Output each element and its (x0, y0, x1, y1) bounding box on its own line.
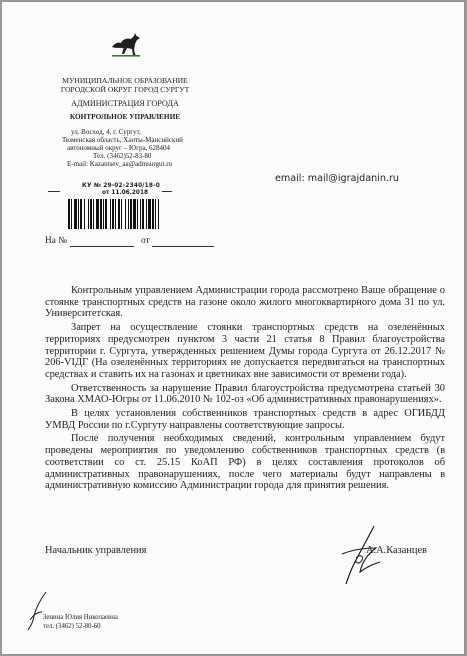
barcode-bar (112, 199, 114, 229)
registration-date: от 11.06.2018 (102, 190, 149, 196)
barcode-bar (84, 199, 85, 229)
body-paragraph: Запрет на осуществление стоянки транспортных средств на озеленённых территориях предусмотрен пунктом 3 части 21 статья 8 Правил благоустройства территории г. Сургута, утвержденных решением Думы города Сургута от 26.12.2017 № 206-VIДГ (На озеленённых территориях не допускается передвигаться на транспортных средствах и ставить их на газонах и цветниках вне зависимости от времени года). (45, 322, 445, 380)
registration-number: КУ № 29-02-2340/18-0 (82, 183, 160, 189)
barcode-bar (68, 199, 70, 229)
barcode-bar (140, 199, 141, 229)
barcode-bar (100, 199, 102, 229)
barcode-bar (152, 199, 154, 229)
barcode-bar (105, 199, 107, 229)
reg-tick-left (48, 191, 60, 192)
recipient-email: email: mail@igrajdanin.ru (275, 173, 400, 184)
barcode-bar (74, 199, 77, 229)
letter-page (2, 2, 464, 654)
signatory-name: А.А.Казанцев (366, 545, 427, 556)
reference-date-label: от (141, 236, 150, 246)
barcode-bar (110, 199, 111, 229)
reg-tick-right (162, 191, 172, 192)
org-line-2: ГОРОДСКОЙ ОКРУГ ГОРОД СУРГУТ (60, 85, 190, 94)
barcode-bar (158, 199, 159, 229)
reference-date-line (152, 246, 214, 247)
phone-line: Тел. (3462)52-83-80 (93, 152, 152, 161)
barcode-bar (130, 199, 132, 229)
reference-no-label: На № (45, 236, 68, 246)
handwritten-signature (338, 524, 394, 590)
barcode-bar (71, 199, 72, 229)
body-paragraph: Ответственность за нарушение Правил благоустройства предусмотрена статьей 30 Закона ХМАО-Югры от 11.06.2010 № 102-оз «Об административных правонарушениях». (45, 382, 445, 406)
barcode-bar (90, 199, 92, 229)
barcode-bar (142, 199, 144, 229)
department-title: КОНТРОЛЬНОЕ УПРАВЛЕНИЕ (69, 112, 181, 121)
barcode-bar (155, 199, 156, 229)
barcode-bar (103, 199, 104, 229)
executor-phone: тел. (3462) 52-80-60 (43, 623, 101, 630)
body-paragraph: Контрольным управлением Администрации города рассмотрено Ваше обращение о стоянке транспортных средств на газоне около жилого многоквартирного дома 31 по ул. Университетская. (45, 285, 445, 320)
executor-name: Зенина Юлия Николаевна (43, 614, 118, 621)
barcode-bar (148, 199, 151, 229)
barcode-bar (137, 199, 138, 229)
reference-no-line (70, 246, 134, 247)
barcode-bar (133, 199, 136, 229)
body-paragraph: После получения необходимых сведений, контрольным управлением будут проведены мероприятия по уведомлению собственников транспортных средств (в соответствии со ст. 25.15 КоАП РФ) в целях составления протоколов об административных правонарушениях, после чего материалы будут направлены в административную комиссию Администрации города для принятия решения. (45, 433, 445, 492)
address-block (62, 128, 183, 168)
barcode-bar (80, 199, 82, 229)
barcode-bar (128, 199, 129, 229)
barcode-bar (118, 199, 120, 229)
barcode-bar (96, 199, 99, 229)
letter-body (45, 285, 445, 492)
barcode (68, 199, 176, 229)
address-line: ул. Восход, 4, г. Сургут, (71, 128, 141, 136)
administration-title: АДМИНИСТРАЦИЯ ГОРОДА (71, 99, 179, 108)
fox-emblem-icon (110, 30, 142, 58)
barcode-bar (78, 199, 79, 229)
signatory-title: Начальник управления (45, 545, 147, 556)
address-line: автономный округ – Югра, 628404 (67, 144, 171, 153)
barcode-bar (93, 199, 94, 229)
body-paragraph: В целях установления собственников транспортных средств в адрес ОГИБДД УМВД России по г.Сургуту направлены соответствующие запросы. (45, 408, 445, 431)
org-line-1: МУНИЦИПАЛЬНОЕ ОБРАЗОВАНИЕ (62, 76, 188, 85)
email-line: E-mail: Kazantsev_aa@admsurgut.ru (67, 160, 173, 169)
barcode-bar (88, 199, 89, 229)
address-line: Тюменская область, Ханты-Мансийский (62, 136, 183, 145)
barcode-bar (121, 199, 122, 229)
barcode-bar (146, 199, 147, 229)
barcode-bar (115, 199, 116, 229)
barcode-bar (125, 199, 126, 229)
